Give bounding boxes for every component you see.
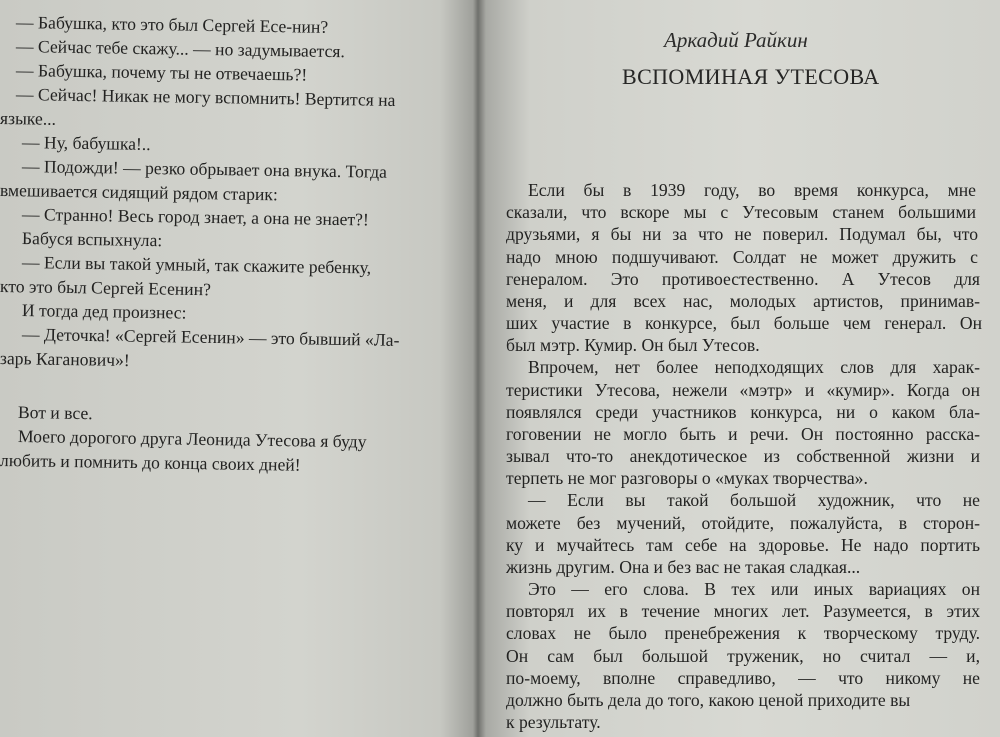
left-line-8: вмешивается сидящий рядом старик:	[0, 180, 278, 205]
right-line-18: жизнь другим. Она и без вас не такая сладкая...	[506, 556, 861, 577]
left-line-1: — Бабушка, кто это был Сергей Есе-нин?	[15, 12, 329, 37]
left-line-11: — Если вы такой умный, так скажите ребенку,	[21, 252, 372, 278]
right-line-24: должно быть дела до того, какою ценой приходите вы	[506, 689, 911, 710]
left-line-16: Вот и все.	[17, 402, 93, 424]
left-line-2: — Сейчас тебе скажу... — но задумывается.	[15, 36, 346, 62]
right-line-14: терпеть не мог разговоры о «муках творчества».	[506, 468, 868, 489]
left-line-14: — Деточка! «Сергей Есенин» — это бывший «Ла-	[21, 324, 400, 350]
right-line-3: друзьями, я бы ни за что не поверил. Подумал бы, что	[506, 224, 978, 245]
left-line-10: Бабуся вспыхнула:	[21, 228, 163, 251]
left-line-17: Моего дорогого друга Леонида Утесова я буду	[17, 426, 367, 452]
right-line-16: можете без мучений, отойдите, пожалуйста, в сторон-	[506, 512, 980, 533]
left-line-3: — Бабушка, почему ты не отвечаешь?!	[15, 60, 308, 85]
right-line-9: Впрочем, нет более неподходящих слов для харак-	[528, 357, 980, 378]
right-line-19: Это — его слова. В тех или иных вариациях он	[528, 579, 980, 599]
right-line-17: ку и мучайтесь там себе на здоровье. Не надо портить	[506, 534, 980, 555]
right-line-13: зывал что-то анекдотическое из собственной жизни и	[506, 446, 980, 466]
author-name: Аркадий Райкин	[664, 28, 808, 52]
left-line-15: зарь Каганович»!	[0, 348, 130, 371]
right-line-2: сказали, что вскоре мы с Утесовым станем большими	[506, 202, 976, 223]
right-line-6: меня, и для всех нас, молодых артистов, принимав-	[506, 290, 980, 311]
right-line-8: был мэтр. Кумир. Он был Утесов.	[506, 335, 760, 356]
right-line-12: гоговении не могло быть и речи. Он постоянно расска-	[506, 423, 980, 444]
chapter-title: ВСПОМИНАЯ УТЕСОВА	[622, 64, 880, 89]
left-line-13: И тогда дед произнес:	[21, 300, 187, 323]
right-line-15: — Если вы такой большой художник, что не	[528, 490, 980, 511]
right-line-22: Он сам был большой труженик, но считал — и,	[506, 645, 980, 666]
left-line-12: кто это был Сергей Есенин?	[0, 276, 212, 300]
right-line-4: надо мною подшучивают. Солдат не может дружить с	[506, 246, 978, 267]
right-line-1: Если бы в 1939 году, во время конкурса, мне	[528, 180, 976, 200]
left-line-18: любить и помнить до конца своих дней!	[0, 450, 301, 475]
left-line-6: — Ну, бабушка!..	[21, 132, 151, 155]
right-line-11: появлялся среди участников конкурса, ни о каком бла-	[506, 401, 980, 422]
left-page	[0, 0, 466, 737]
left-line-4: — Сейчас! Никак не могу вспомнить! Вертится на	[15, 84, 396, 110]
left-line-7: — Подожди! — резко обрывает она внука. Тогда	[21, 156, 388, 182]
right-line-25: к результату.	[506, 712, 601, 732]
right-line-10: теристики Утесова, нежели «мэтр» и «кумир». Когда он	[506, 379, 980, 400]
right-line-7: ших участие в конкурсе, был больше чем генерал. Он	[506, 313, 982, 333]
right-line-23: по-моему, вполне справедливо, — что никому не	[506, 667, 980, 688]
right-page	[484, 0, 1000, 737]
right-line-20: повторял их в течение многих лет. Разумеется, в этих	[506, 601, 980, 622]
right-line-21: словах не было пренебрежения к творческому труду.	[506, 623, 980, 644]
left-line-5: языке...	[0, 108, 57, 129]
right-line-5: генералом. Это противоестественно. А Утесов для	[506, 268, 980, 289]
left-line-9: — Странно! Весь город знает, а она не знает?!	[21, 204, 369, 230]
